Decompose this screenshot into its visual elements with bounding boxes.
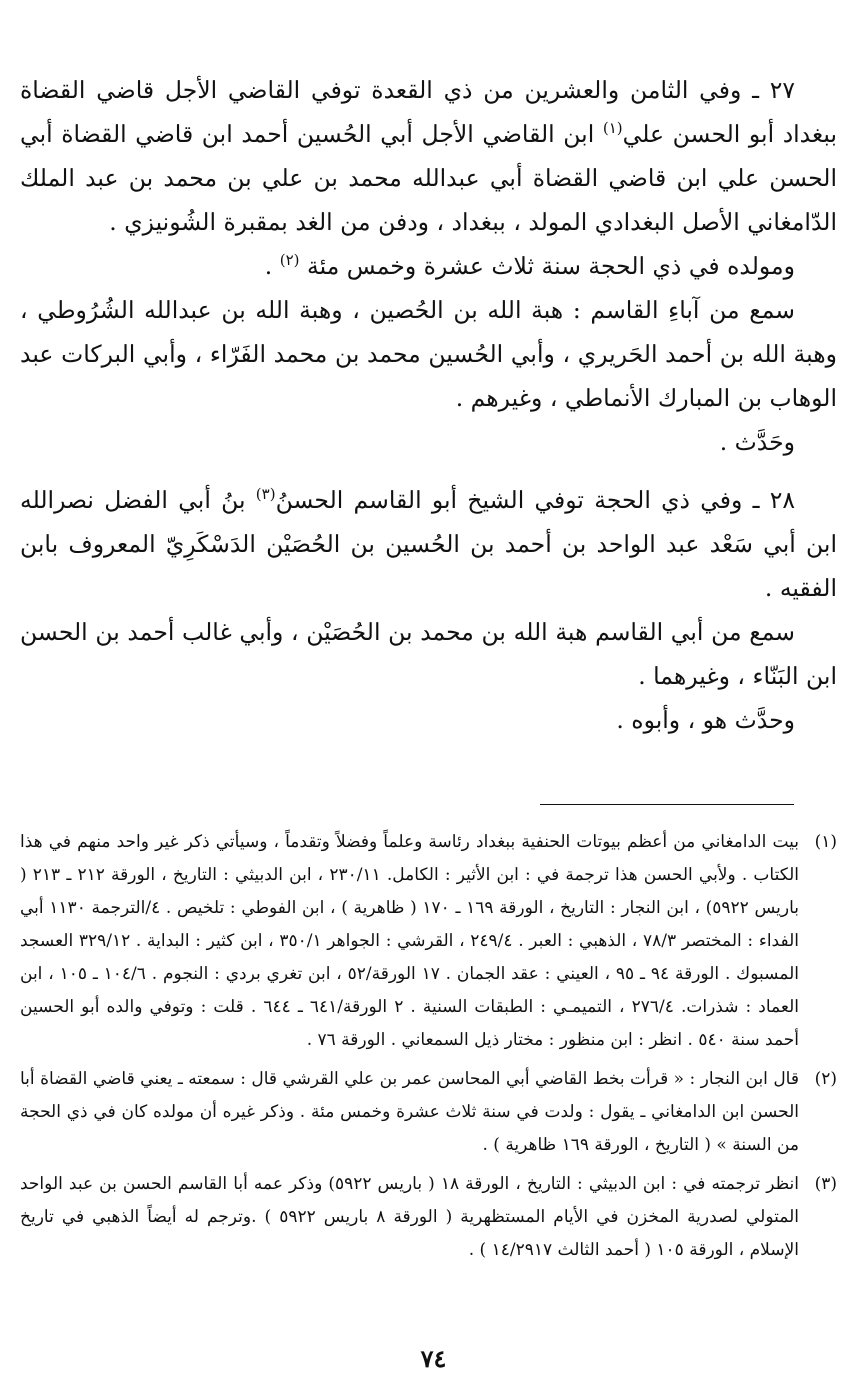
- entry-27-heading-text: ٢٧ ـ وفي الثامن والعشرين من ذي القعدة توفي القاضي الأجل قاضي القضاة ببغداد أبو الحسن علي: [20, 76, 837, 148]
- footnote-2: [20, 1063, 837, 1162]
- footnote-ref-3[interactable]: (٣): [255, 485, 276, 504]
- entry-27-heading: [20, 68, 837, 244]
- entry-27-heard: سمع من آباءِ القاسم : هبة الله بن الحُصين ، وهبة الله بن عبدالله الشُرُوطي ، وهبة الله بن أحمد الحَريري ، وأبي الحُسين محمد بن محمد الفَرّاء ، وأبي البركات عبد الوهاب بن المبارك الأنماطي ، وغيرهم .: [20, 296, 837, 412]
- footnotes: [20, 826, 837, 1273]
- entry-28-heard: سمع من أبي القاسم هبة الله بن محمد بن الحُصَيْن ، وأبي غالب أحمد بن الحسن ابن البَنّاء ، وغيرهما .: [20, 618, 837, 690]
- entry-27-heading-cont: ابن القاضي الأجل أبي الحُسين أحمد ابن قاضي القضاة أبي الحسن علي ابن قاضي القضاة أبي عبدالله محمد بن علي بن محمد بن عبد الملك الدّامغاني الأصل البغدادي المولد ، ببغداد ، ودفن من الغد بمقبرة الشُونيزي .: [20, 120, 837, 236]
- footnote-2-text: قال ابن النجار : « قرأت بخط القاضي أبي المحاسن عمر بن علي القرشي قال : سمعته ـ يعني قاضي القضاة أبا الحسن ابن الدامغاني ـ يقول : ولدت في سنة ثلاث عشرة وخمس مئة . وذكر غيره أن مولده كان في ذي الحجة من السنة » ( التاريخ ، الورقة ١٦٩ ظاهرية ) .: [20, 1069, 799, 1155]
- footnote-3-text: انظر ترجمته في : ابن الدبيثي : التاريخ ، الورقة ١٨ ( باريس ٥٩٢٢) وذكر عمه أبا القاسم الحسن بن عبد الواحد المتولي لصدرية المخزن في الأيام المستظهرية ( الورقة ٨ باريس ٥٩٢٢ ) .وترجم له أيضاً الذهبي في تاريخ الإسلام ، الورقة ١٠٥ ( أحمد الثالث ١٤/٢٩١٧ ) .: [20, 1174, 799, 1260]
- entry-28-heading-text: ٢٨ ـ وفي ذي الحجة توفي الشيخ أبو القاسم الحسنُ: [275, 486, 795, 514]
- footnote-separator: [540, 804, 794, 805]
- page-number: ٧٤: [420, 1344, 447, 1373]
- entry-28-narrated: وحدَّث هو ، وأبوه .: [616, 706, 795, 734]
- footnote-2-number: (٢): [814, 1069, 837, 1089]
- footnote-3-number: (٣): [814, 1174, 837, 1194]
- entry-28-heading: [20, 478, 837, 610]
- entry-27-birth: [20, 244, 837, 288]
- footnote-1: [20, 826, 837, 1057]
- footnote-1-number: (١): [814, 832, 837, 852]
- footnote-3: [20, 1168, 837, 1267]
- footnote-ref-2[interactable]: (٢): [279, 251, 300, 270]
- footnote-1-text: بيت الدامغاني من أعظم بيوتات الحنفية ببغداد رئاسة وعلماً وفضلاً وتقدماً ، وسيأتي ذكر غير واحد منهم في هذا الكتاب . ولأبي الحسن هذا ترجمة في : ابن الأثير : الكامل. ٢٣٠/١١ ، ابن الدبيثي : التاريخ ، الورقة ٢١٢ ـ ٢١٣ ( باريس ٥٩٢٢) ، ابن النجار : التاريخ ، الورقة ١٦٩ ـ ١٧٠ ( ظاهرية ) ، ابن الفوطي : تلخيص . ٤/الترجمة ١١٣٠ أبي الفداء : المختصر ٧٨/٣ ، الذهبي : العبر . ٢٤٩/٤ ، القرشي : الجواهر ٣٥٠/١ ، ابن كثير : البداية . ٣٢٩/١٢ العسجد المسبوك . الورقة ٩٤ ـ ٩٥ ، العيني : عقد الجمان . ١٧ الورقة/٥٢ ، ابن تغري بردي : النجوم . ١٠٤/٦ ـ ١٠٥ ، ابن العماد : شذرات. ٢٧٦/٤ ، التميمـي : الطبقات السنية . ٢ الورقة/٦٤١ ـ ٦٤٤ . قلت : وتوفي والده أبو الحسين أحمد سنة ٥٤٠ . انظر : ابن منظور : مختار ذيل السمعاني . الورقة ٧٦ .: [20, 832, 800, 1050]
- entry-27-birth-text: ومولده في ذي الحجة سنة ثلاث عشرة وخمس مئة: [307, 252, 795, 280]
- entry-27-birth-end: .: [264, 252, 273, 280]
- entry-27-narrated: وحَدَّث .: [719, 428, 795, 456]
- footnote-ref-1[interactable]: (١): [602, 119, 623, 138]
- entry-28-heading-cont: بنُ أبي الفضل نصرالله ابن أبي سَعْد عبد الواحد بن أحمد بن الحُسين بن الحُصَيْن الدَسْكَرِيّ المعروف بابن الفقيه .: [20, 486, 837, 602]
- main-text: [20, 68, 837, 742]
